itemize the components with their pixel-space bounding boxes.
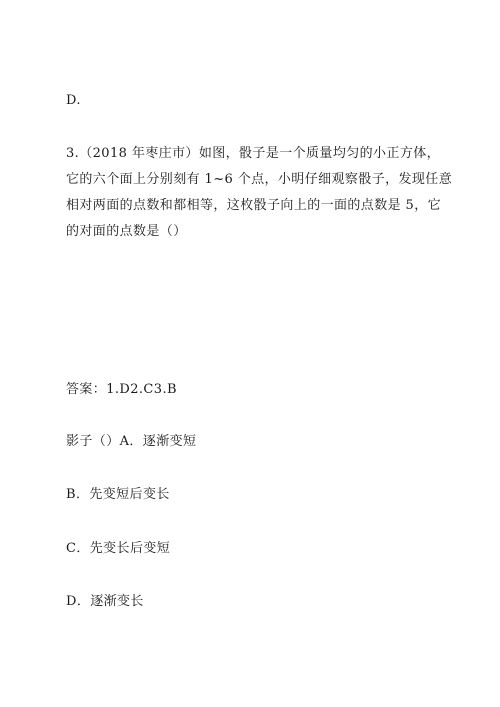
shadow-question-stem: 影子（）A．逐渐变短 — [66, 434, 197, 449]
answer-key: 答案：1.D2.C3.B — [66, 382, 177, 397]
question-3-line-3: 相对两面的点数和都相等，这枚骰子向上的一面的点数是 5，它 — [66, 198, 442, 213]
option-d-label: D. — [66, 93, 81, 108]
question-3-line-1: 3.（2018 年枣庄市）如图，骰子是一个质量均匀的小正方体， — [66, 146, 441, 161]
shadow-option-b: B．先变短后变长 — [66, 487, 170, 502]
question-3-line-4: 的对面的点数是（） — [66, 224, 187, 239]
shadow-option-d: D．逐渐变长 — [66, 594, 144, 609]
shadow-option-c: C．先变长后变短 — [66, 541, 171, 556]
question-3-line-2: 它的六个面上分别刻有 1~6 个点，小明仔细观察骰子，发现任意 — [66, 172, 453, 187]
